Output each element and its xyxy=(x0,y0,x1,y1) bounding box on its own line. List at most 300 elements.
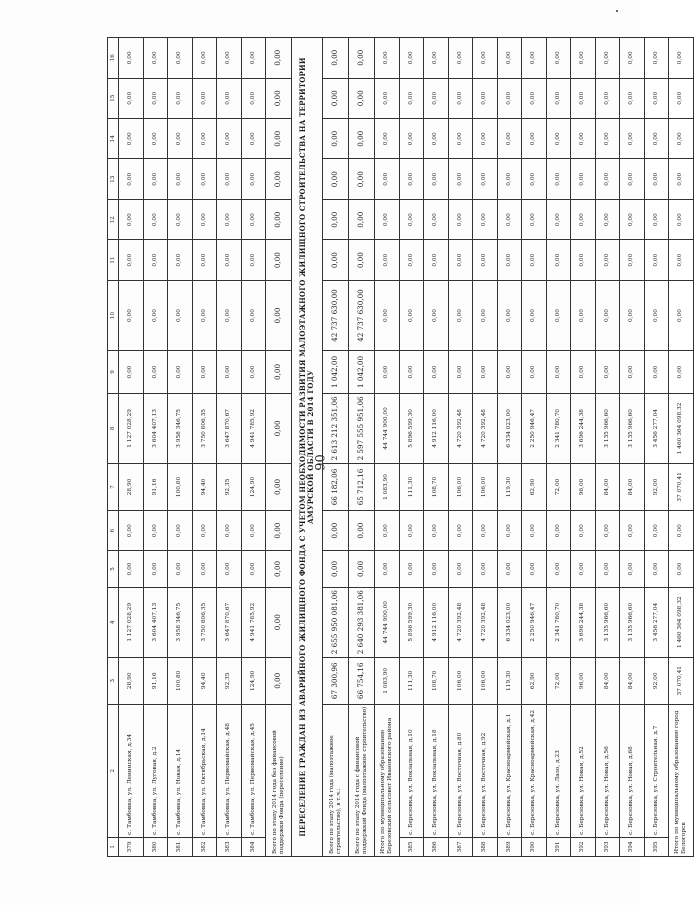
value-cell: 84,00 xyxy=(595,464,620,511)
value-cell: 3 750 806,35 xyxy=(192,393,217,463)
value-cell: 0,00 xyxy=(595,280,620,350)
value-cell: 0,00 xyxy=(571,78,596,118)
value-cell: 72,00 xyxy=(546,657,571,704)
value-cell: 0,00 xyxy=(143,351,168,394)
table-row xyxy=(497,38,522,857)
value-cell: 0,00 xyxy=(241,199,266,239)
row-address: с. Тамбовка, ул. Октябрьская, д.14 xyxy=(192,704,217,837)
value-cell: 0,00 xyxy=(217,119,242,159)
value-cell: 0,00 xyxy=(473,351,498,394)
value-cell: 0,00 xyxy=(448,199,473,239)
row-address: с. Березовка, ул. Вокзальная, д.18 xyxy=(424,704,449,837)
value-cell: 0,00 xyxy=(192,510,217,550)
value-cell: 0,00 xyxy=(119,351,144,394)
value-cell: 0,00 xyxy=(119,551,144,587)
header-cell: 16 xyxy=(108,38,119,79)
value-cell: 0,00 xyxy=(669,551,694,587)
table-row xyxy=(168,38,193,857)
value-cell: 0,00 xyxy=(168,240,193,280)
value-cell: 28,90 xyxy=(119,464,144,511)
header-cell: 15 xyxy=(108,78,119,118)
value-cell: 0,00 xyxy=(595,510,620,550)
value-cell: 0,00 xyxy=(571,240,596,280)
row-label: Всего по этапу 2014 года без финансовой поддержки Фонда (переселение) xyxy=(266,704,292,856)
value-cell: 4 912 116,00 xyxy=(424,393,449,463)
value-cell: 4 720 392,48 xyxy=(448,393,473,463)
value-cell: 37 070,41 xyxy=(669,657,694,704)
value-cell: 2 655 950 081,06 xyxy=(323,587,349,657)
value-cell: 0,00 xyxy=(424,551,449,587)
value-cell: 0,00 xyxy=(217,199,242,239)
value-cell: 0,00 xyxy=(644,240,669,280)
value-cell: 3 696 244,38 xyxy=(571,587,596,657)
value-cell: 0,00 xyxy=(349,38,375,79)
value-cell: 0,00 xyxy=(571,551,596,587)
table-row xyxy=(644,38,669,857)
header-cell: 5 xyxy=(108,551,119,587)
value-cell: 0,00 xyxy=(375,240,400,280)
row-label: Итого по муниципальному образованию город Белогорск xyxy=(669,704,694,856)
value-cell: 3 696 244,38 xyxy=(571,393,596,463)
value-cell: 0,00 xyxy=(669,119,694,159)
value-cell: 1 083,90 xyxy=(375,464,400,511)
row-address: с. Березовка, ул. Новая, д.56 xyxy=(595,704,620,837)
value-cell: 0,00 xyxy=(595,551,620,587)
value-cell: 0,00 xyxy=(620,119,645,159)
row-address: с. Березовка, ул. Вокзальная, д.10 xyxy=(399,704,424,837)
value-cell: 72,00 xyxy=(546,464,571,511)
value-cell: 6 334 023,00 xyxy=(497,587,522,657)
value-cell: 0,00 xyxy=(620,78,645,118)
value-cell: 0,00 xyxy=(424,78,449,118)
value-cell: 4 941 785,92 xyxy=(241,587,266,657)
value-cell: 0,00 xyxy=(522,351,547,394)
value-cell: 6 334 023,00 xyxy=(497,393,522,463)
row-label: Всего по этапу 2014 года (малоэтажное строительство), в т.ч.: xyxy=(323,704,349,856)
value-cell: 0,00 xyxy=(546,240,571,280)
value-cell: 0,00 xyxy=(644,78,669,118)
value-cell: 0,00 xyxy=(571,119,596,159)
value-cell: 0,00 xyxy=(192,119,217,159)
value-cell: 0,00 xyxy=(595,78,620,118)
value-cell: 0,00 xyxy=(399,240,424,280)
value-cell: 0,00 xyxy=(119,159,144,199)
value-cell: 0,00 xyxy=(143,78,168,118)
value-cell: 0,00 xyxy=(323,199,349,239)
value-cell: 91,16 xyxy=(143,657,168,704)
value-cell: 0,00 xyxy=(473,78,498,118)
value-cell: 0,00 xyxy=(620,280,645,350)
value-cell: 3 135 966,60 xyxy=(595,393,620,463)
value-cell: 0,00 xyxy=(266,280,292,350)
table-row xyxy=(119,38,144,857)
row-number: 393 xyxy=(595,837,620,856)
value-cell: 0,00 xyxy=(375,351,400,394)
value-cell: 0,00 xyxy=(119,199,144,239)
value-cell: 0,00 xyxy=(620,240,645,280)
value-cell: 0,00 xyxy=(448,551,473,587)
value-cell: 0,00 xyxy=(522,159,547,199)
value-cell: 0,00 xyxy=(266,159,292,199)
value-cell: 0,00 xyxy=(620,38,645,79)
value-cell: 0,00 xyxy=(644,38,669,79)
value-cell: 0,00 xyxy=(424,159,449,199)
value-cell: 0,00 xyxy=(192,240,217,280)
value-cell: 3 135 966,60 xyxy=(620,393,645,463)
table-row xyxy=(424,38,449,857)
value-cell: 0,00 xyxy=(522,510,547,550)
value-cell: 0,00 xyxy=(546,199,571,239)
header-row xyxy=(108,38,119,857)
value-cell: 0,00 xyxy=(497,159,522,199)
value-cell: 0,00 xyxy=(644,159,669,199)
value-cell: 0,00 xyxy=(497,551,522,587)
value-cell: 0,00 xyxy=(399,159,424,199)
value-cell: 111,30 xyxy=(399,657,424,704)
value-cell: 0,00 xyxy=(323,510,349,550)
row-address: с. Тамбовка, ул. Ленинская, д.34 xyxy=(119,704,144,837)
value-cell: 92,35 xyxy=(217,657,242,704)
value-cell: 0,00 xyxy=(168,280,193,350)
table-row xyxy=(571,38,596,857)
value-cell: 0,00 xyxy=(323,38,349,79)
value-cell: 0,00 xyxy=(168,510,193,550)
value-cell: 0,00 xyxy=(241,551,266,587)
value-cell: 124,90 xyxy=(241,657,266,704)
value-cell: 0,00 xyxy=(595,199,620,239)
value-cell: 2 597 555 951,06 xyxy=(349,393,375,463)
row-number: 389 xyxy=(497,837,522,856)
row-address: с. Березовка, ул. Восточная, д.92 xyxy=(473,704,498,837)
value-cell: 0,00 xyxy=(143,280,168,350)
table-row xyxy=(448,38,473,857)
value-cell: 0,00 xyxy=(546,510,571,550)
header-cell: 1 xyxy=(108,837,119,856)
value-cell: 3 958 346,75 xyxy=(168,587,193,657)
value-cell: 0,00 xyxy=(546,78,571,118)
value-cell: 4 941 785,92 xyxy=(241,393,266,463)
value-cell: 0,00 xyxy=(620,551,645,587)
value-cell: 0,00 xyxy=(266,551,292,587)
value-cell: 67 300,96 xyxy=(323,657,349,704)
value-cell: 0,00 xyxy=(448,280,473,350)
value-cell: 0,00 xyxy=(571,351,596,394)
value-cell: 0,00 xyxy=(119,240,144,280)
value-cell: 0,00 xyxy=(644,510,669,550)
table-row xyxy=(522,38,547,857)
table-row xyxy=(620,38,645,857)
value-cell: 0,00 xyxy=(143,119,168,159)
value-cell: 0,00 xyxy=(349,159,375,199)
value-cell: 0,00 xyxy=(399,119,424,159)
value-cell: 92,00 xyxy=(644,464,669,511)
value-cell: 0,00 xyxy=(375,38,400,79)
value-cell: 66 754,16 xyxy=(349,657,375,704)
value-cell: 0,00 xyxy=(595,38,620,79)
table-row xyxy=(241,38,266,857)
row-number: 388 xyxy=(473,837,498,856)
value-cell: 84,00 xyxy=(620,464,645,511)
value-cell: 0,00 xyxy=(168,351,193,394)
value-cell: 0,00 xyxy=(349,119,375,159)
value-cell: 0,00 xyxy=(323,119,349,159)
value-cell: 0,00 xyxy=(323,159,349,199)
value-cell: 108,70 xyxy=(424,464,449,511)
value-cell: 0,00 xyxy=(119,78,144,118)
value-cell: 42 737 630,00 xyxy=(349,280,375,350)
value-cell: 0,00 xyxy=(620,351,645,394)
header-cell: 4 xyxy=(108,587,119,657)
value-cell: 0,00 xyxy=(620,199,645,239)
value-cell: 0,00 xyxy=(266,510,292,550)
value-cell: 0,00 xyxy=(217,551,242,587)
value-cell: 0,00 xyxy=(644,280,669,350)
value-cell: 0,00 xyxy=(644,119,669,159)
value-cell: 4 720 392,48 xyxy=(473,393,498,463)
value-cell: 0,00 xyxy=(168,38,193,79)
table-row xyxy=(669,38,694,857)
value-cell: 0,00 xyxy=(241,240,266,280)
table-row xyxy=(375,38,400,857)
value-cell: 0,00 xyxy=(119,510,144,550)
value-cell: 0,00 xyxy=(399,551,424,587)
value-cell: 84,00 xyxy=(595,657,620,704)
value-cell: 0,00 xyxy=(522,240,547,280)
value-cell: 2 613 212 351,06 xyxy=(323,393,349,463)
value-cell: 65 712,16 xyxy=(349,464,375,511)
value-cell: 3 604 407,13 xyxy=(143,587,168,657)
value-cell: 0,00 xyxy=(644,551,669,587)
value-cell: 92,00 xyxy=(644,657,669,704)
table-row xyxy=(192,38,217,857)
section-title: ПЕРЕСЕЛЕНИЕ ГРАЖДАН ИЗ АВАРИЙНОГО ЖИЛИЩНОГО ФОНДА С УЧЕТОМ НЕОБХОДИМОСТИ РАЗВИТИЯ МАЛОЭТАЖНОГО ЖИЛИЩНОГО СТРОИТЕЛЬСТВА НА ТЕРРИТОРИИ АМУРСКОЙ ОБЛАСТИ В 2014 ГОДУ xyxy=(292,38,323,857)
value-cell: 0,00 xyxy=(571,280,596,350)
value-cell: 0,00 xyxy=(424,38,449,79)
value-cell: 0,00 xyxy=(375,510,400,550)
value-cell: 0,00 xyxy=(266,393,292,463)
value-cell: 0,00 xyxy=(497,351,522,394)
value-cell: 0,00 xyxy=(473,199,498,239)
value-cell: 0,00 xyxy=(217,280,242,350)
table-row xyxy=(143,38,168,857)
value-cell: 0,00 xyxy=(522,551,547,587)
value-cell: 0,00 xyxy=(241,78,266,118)
value-cell: 0,00 xyxy=(323,240,349,280)
table-row xyxy=(266,38,292,857)
value-cell: 0,00 xyxy=(448,240,473,280)
value-cell: 0,00 xyxy=(546,280,571,350)
value-cell: 0,00 xyxy=(143,551,168,587)
table-row xyxy=(595,38,620,857)
value-cell: 28,90 xyxy=(119,657,144,704)
row-label: Итого по муниципальному образованию Березовский сельсовет Ивановского района xyxy=(375,704,400,856)
value-cell: 0,00 xyxy=(448,119,473,159)
value-cell: 100,80 xyxy=(168,657,193,704)
value-cell: 0,00 xyxy=(399,351,424,394)
value-cell: 100,80 xyxy=(168,464,193,511)
value-cell: 0,00 xyxy=(168,159,193,199)
table-row xyxy=(473,38,498,857)
value-cell: 0,00 xyxy=(241,119,266,159)
value-cell: 0,00 xyxy=(217,351,242,394)
value-cell: 0,00 xyxy=(497,510,522,550)
value-cell: 0,00 xyxy=(571,38,596,79)
value-cell: 0,00 xyxy=(522,119,547,159)
row-number: 386 xyxy=(424,837,449,856)
value-cell: 0,00 xyxy=(497,199,522,239)
value-cell: 0,00 xyxy=(546,119,571,159)
row-number: 392 xyxy=(571,837,596,856)
value-cell: 0,00 xyxy=(448,78,473,118)
value-cell: 0,00 xyxy=(119,280,144,350)
value-cell: 0,00 xyxy=(595,119,620,159)
row-number: 385 xyxy=(399,837,424,856)
header-cell: 12 xyxy=(108,199,119,239)
value-cell: 0,00 xyxy=(266,240,292,280)
value-cell: 1 042,00 xyxy=(323,351,349,394)
value-cell: 0,00 xyxy=(266,38,292,79)
value-cell: 44 744 900,00 xyxy=(375,393,400,463)
value-cell: 0,00 xyxy=(669,38,694,79)
value-cell: 3 456 277,04 xyxy=(644,587,669,657)
value-cell: 0,00 xyxy=(349,78,375,118)
value-cell: 0,00 xyxy=(522,78,547,118)
value-cell: 0,00 xyxy=(399,510,424,550)
value-cell: 0,00 xyxy=(620,159,645,199)
value-cell: 94,40 xyxy=(192,657,217,704)
header-cell: 10 xyxy=(108,280,119,350)
table-row xyxy=(349,38,375,857)
value-cell: 37 070,41 xyxy=(669,464,694,511)
value-cell: 0,00 xyxy=(571,159,596,199)
row-number: 390 xyxy=(522,837,547,856)
value-cell: 106,00 xyxy=(448,657,473,704)
value-cell: 0,00 xyxy=(375,119,400,159)
row-address: с. Березовка, ул. Новая, д.52 xyxy=(571,704,596,837)
value-cell: 0,00 xyxy=(349,240,375,280)
value-cell: 0,00 xyxy=(546,551,571,587)
value-cell: 0,00 xyxy=(424,199,449,239)
value-cell: 0,00 xyxy=(448,510,473,550)
value-cell: 0,00 xyxy=(473,240,498,280)
value-cell: 0,00 xyxy=(241,510,266,550)
value-cell: 1 042,00 xyxy=(349,351,375,394)
value-cell: 5 896 599,30 xyxy=(399,587,424,657)
row-address: с. Березовка, ул. Лазо, д.23 xyxy=(546,704,571,837)
value-cell: 42 737 630,00 xyxy=(323,280,349,350)
row-number: 387 xyxy=(448,837,473,856)
value-cell: 0,00 xyxy=(349,551,375,587)
value-cell: 3 647 870,67 xyxy=(217,587,242,657)
header-cell: 3 xyxy=(108,657,119,704)
row-address: с. Березовка, ул. Красноармейская, д.1 xyxy=(497,704,522,837)
scan-speck xyxy=(616,10,618,12)
value-cell: 62,90 xyxy=(522,464,547,511)
value-cell: 3 135 966,60 xyxy=(595,587,620,657)
value-cell: 94,40 xyxy=(192,464,217,511)
value-cell: 0,00 xyxy=(448,159,473,199)
value-cell: 96,00 xyxy=(571,464,596,511)
value-cell: 1 127 028,29 xyxy=(119,587,144,657)
value-cell: 0,00 xyxy=(522,280,547,350)
value-cell: 0,00 xyxy=(644,351,669,394)
value-cell: 0,00 xyxy=(473,280,498,350)
value-cell: 0,00 xyxy=(497,38,522,79)
value-cell: 0,00 xyxy=(424,119,449,159)
header-cell: 8 xyxy=(108,393,119,463)
row-number: 383 xyxy=(217,837,242,856)
value-cell: 2 250 946,47 xyxy=(522,393,547,463)
row-number: 380 xyxy=(143,837,168,856)
header-cell: 13 xyxy=(108,159,119,199)
value-cell: 0,00 xyxy=(473,551,498,587)
value-cell: 0,00 xyxy=(241,38,266,79)
value-cell: 0,00 xyxy=(448,351,473,394)
value-cell: 3 750 806,35 xyxy=(192,587,217,657)
value-cell: 0,00 xyxy=(217,38,242,79)
value-cell: 0,00 xyxy=(546,38,571,79)
header-cell: 11 xyxy=(108,240,119,280)
value-cell: 0,00 xyxy=(669,159,694,199)
value-cell: 3 135 966,60 xyxy=(620,587,645,657)
value-cell: 4 720 392,48 xyxy=(448,587,473,657)
value-cell: 0,00 xyxy=(644,199,669,239)
row-address: с. Тамбовка, ул. Первомайская, д.45 xyxy=(241,704,266,837)
value-cell: 106,00 xyxy=(448,464,473,511)
value-cell: 5 896 599,30 xyxy=(399,393,424,463)
value-cell: 0,00 xyxy=(192,551,217,587)
value-cell: 0,00 xyxy=(399,38,424,79)
value-cell: 0,00 xyxy=(595,159,620,199)
row-number: 394 xyxy=(620,837,645,856)
value-cell: 0,00 xyxy=(217,240,242,280)
value-cell: 0,00 xyxy=(522,38,547,79)
value-cell: 2 640 293 381,06 xyxy=(349,587,375,657)
value-cell: 0,00 xyxy=(266,657,292,704)
value-cell: 0,00 xyxy=(168,551,193,587)
header-cell: 7 xyxy=(108,464,119,511)
value-cell: 0,00 xyxy=(119,38,144,79)
value-cell: 0,00 xyxy=(399,280,424,350)
row-address: с. Березовка, ул. Восточная, д.80 xyxy=(448,704,473,837)
header-cell: 2 xyxy=(108,704,119,837)
value-cell: 0,00 xyxy=(473,119,498,159)
value-cell: 0,00 xyxy=(497,78,522,118)
value-cell: 0,00 xyxy=(217,159,242,199)
value-cell: 0,00 xyxy=(669,199,694,239)
value-cell: 0,00 xyxy=(571,199,596,239)
value-cell: 0,00 xyxy=(399,199,424,239)
value-cell: 0,00 xyxy=(424,240,449,280)
value-cell: 0,00 xyxy=(399,78,424,118)
header-cell: 14 xyxy=(108,119,119,159)
value-cell: 0,00 xyxy=(349,199,375,239)
value-cell: 0,00 xyxy=(448,38,473,79)
value-cell: 3 604 407,13 xyxy=(143,393,168,463)
value-cell: 0,00 xyxy=(143,159,168,199)
value-cell: 0,00 xyxy=(595,240,620,280)
row-address: с. Тамбовка, ул. Луговая, д.2 xyxy=(143,704,168,837)
row-number: 382 xyxy=(192,837,217,856)
value-cell: 124,90 xyxy=(241,464,266,511)
row-address: с. Березовка, ул. Строительная, д.7 xyxy=(644,704,669,837)
value-cell: 0,00 xyxy=(620,510,645,550)
value-cell: 0,00 xyxy=(217,510,242,550)
value-cell: 84,00 xyxy=(620,657,645,704)
rotated-table-container xyxy=(107,37,687,857)
row-number: 395 xyxy=(644,837,669,856)
value-cell: 0,00 xyxy=(192,159,217,199)
